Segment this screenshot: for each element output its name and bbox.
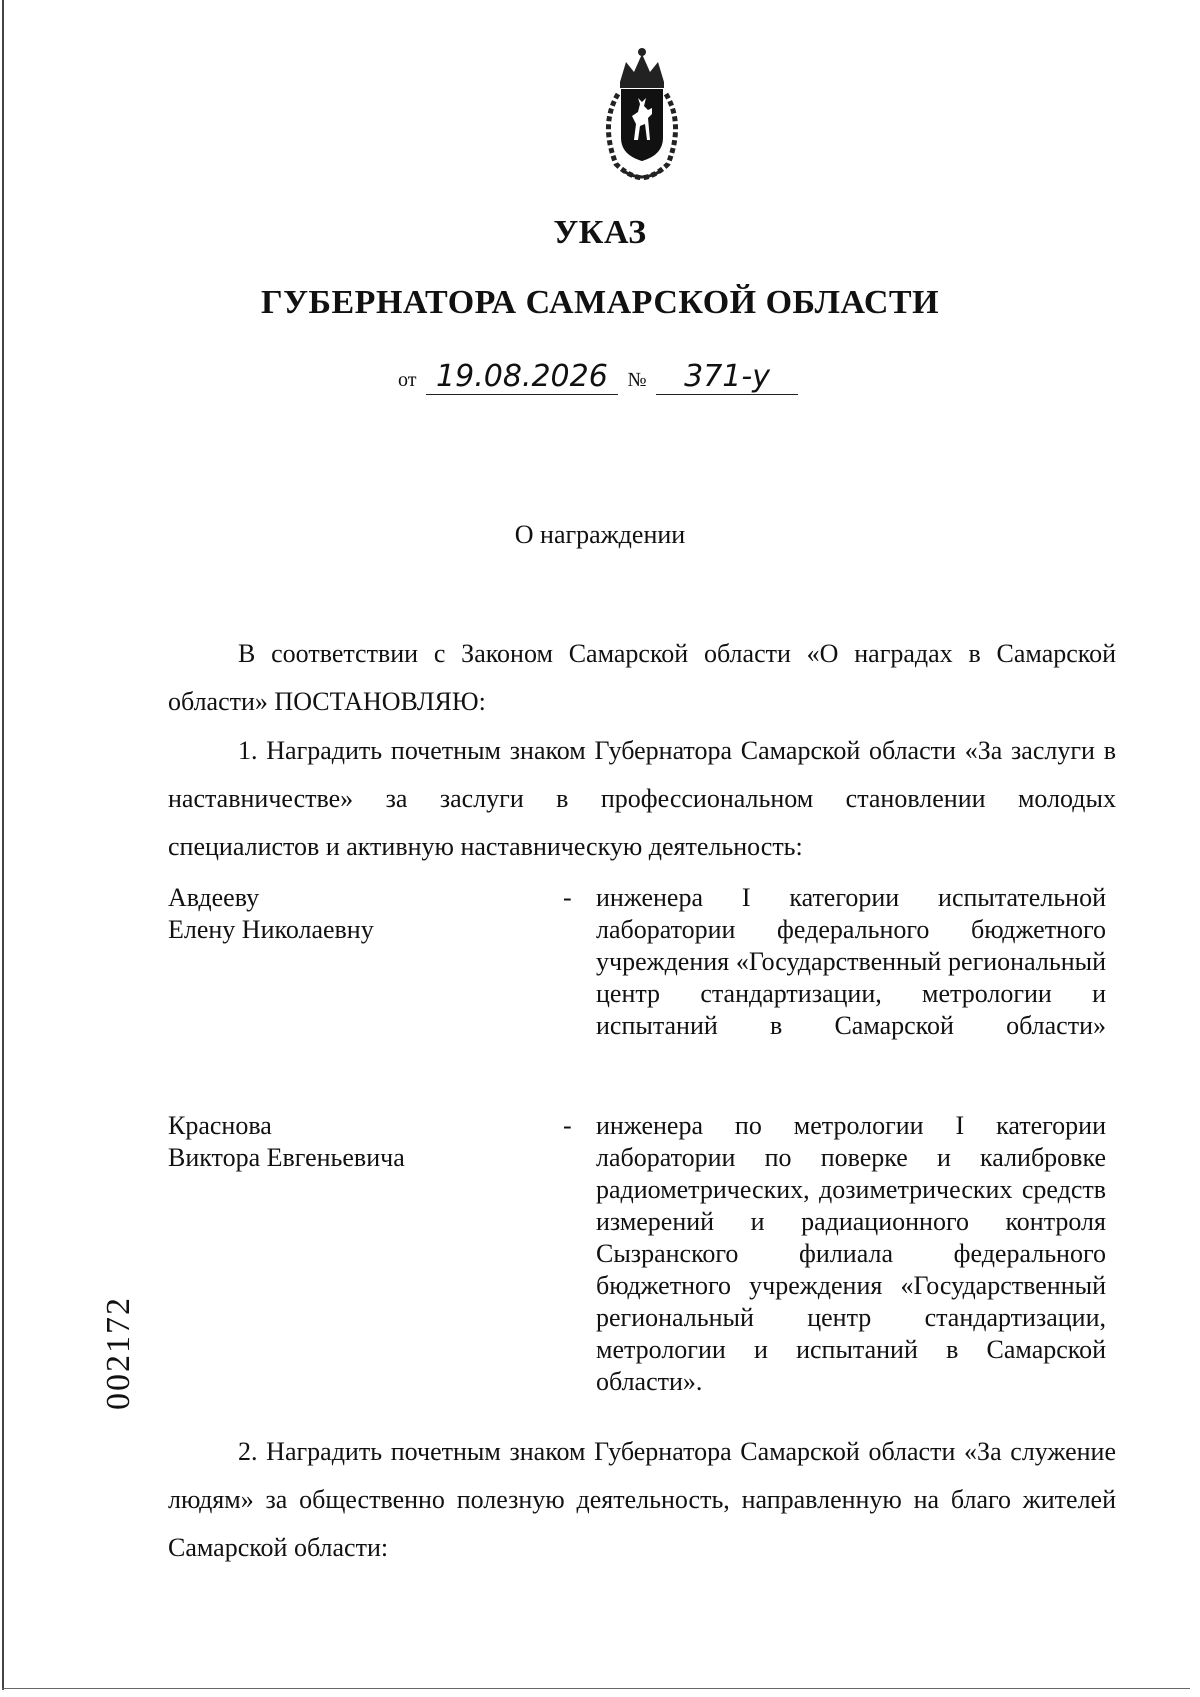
awardee-surname: Краснова	[168, 1111, 272, 1140]
document-subject: О награждении	[514, 520, 686, 549]
awardee-surname: Авдееву	[168, 883, 260, 912]
awardee-dash: -	[563, 883, 572, 912]
item-2-paragraph: 2. Наградить почетным знаком Губернатора Самарской области «За служение людям» за общественно полезную деятельность, направленную на благо жителей Самарской области:	[168, 1437, 1116, 1562]
date-value: 19.08.2026	[426, 360, 618, 395]
samara-coat-of-arms-icon	[582, 44, 702, 184]
awardee-position: инженера I категории испытательной лаборатории федерального бюджетного учреждения «Государственный региональный центр стандартизации, метрологии и испытаний в Самарской области»	[596, 883, 1106, 1040]
awardee-dash: -	[563, 1111, 572, 1140]
preamble-paragraph: В соответствии с Законом Самарской области «О наградах в Самарской области» ПОСТАНОВЛЯЮ:	[168, 639, 1116, 716]
side-serial-number: 002172	[100, 1296, 137, 1410]
document-subtitle: ГУБЕРНАТОРА САМАРСКОЙ ОБЛАСТИ	[260, 284, 940, 321]
awardee-position: инженера по метрологии I категории лаборатории по поверке и калибровке радиометрических, дозиметрических средств измерений и радиационного контроля Сызранского филиала федерального бюджетного учреждения «Государственный региональный центр стандартизации, метрологии и испытаний в Самарской области».	[596, 1111, 1106, 1396]
number-value: 371-у	[656, 360, 798, 395]
item-1-paragraph: 1. Наградить почетным знаком Губернатора Самарской области «За заслуги в наставничестве» за заслуги в профессиональном становлении молодых специалистов и активную наставническую деятельность:	[168, 736, 1116, 861]
page-edge-bottom	[2, 1688, 1190, 1689]
date-label: от	[397, 369, 417, 391]
awardee-given-names: Елену Николаевну	[168, 915, 374, 944]
number-label: №	[627, 369, 647, 391]
awardee-name	[168, 1110, 548, 1174]
document-title: УКАЗ	[553, 214, 647, 251]
awardee-name	[168, 882, 548, 946]
page-edge-left	[2, 0, 4, 1690]
date-number-line	[0, 360, 1200, 395]
awardee-given-names: Виктора Евгеньевича	[168, 1143, 405, 1172]
